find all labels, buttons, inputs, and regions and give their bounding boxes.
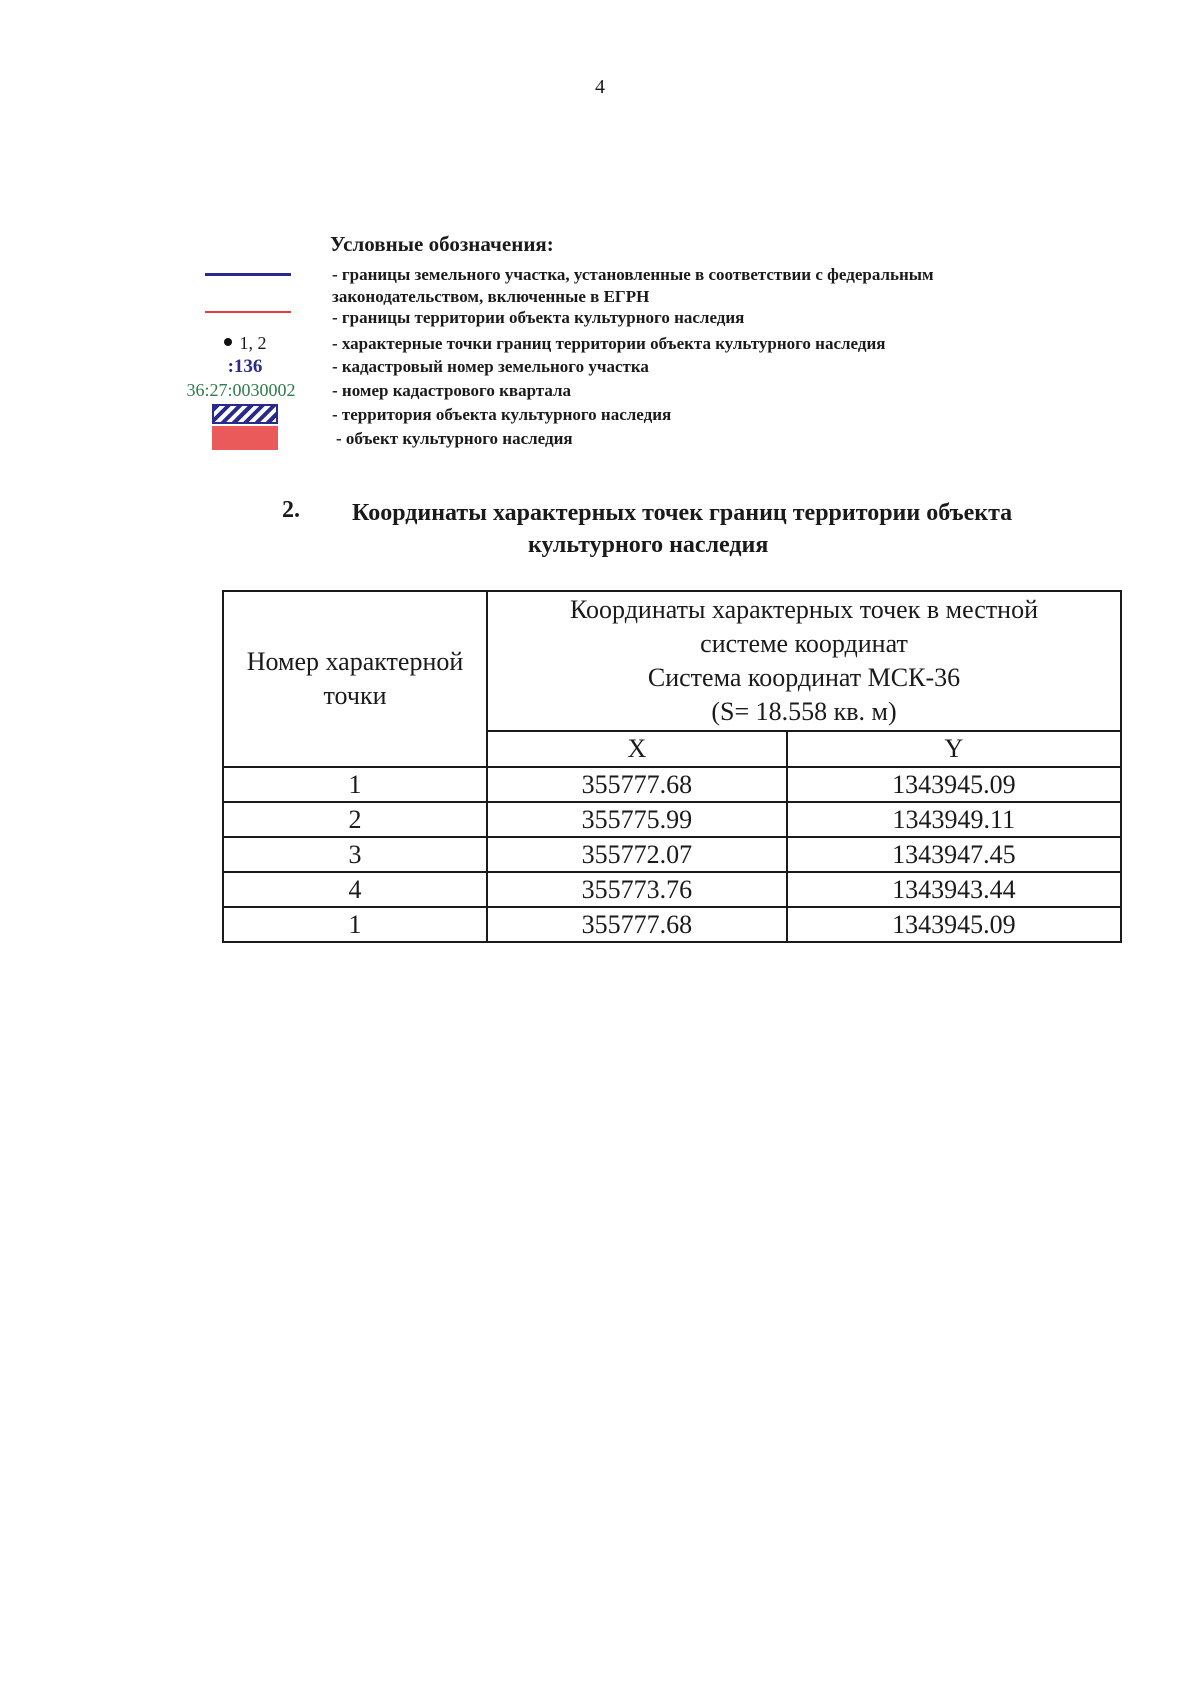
header-point-number: Номер характерной точки bbox=[223, 591, 487, 767]
legend-item-text: - номер кадастрового квартала bbox=[332, 381, 572, 400]
header-coordinates: Координаты характерных точек в местной системе координат Система координат МСК-36 (S= 18.558 кв. м) bbox=[487, 591, 1121, 731]
page-number: 4 bbox=[595, 76, 605, 98]
points-symbol: 1, 2 bbox=[180, 333, 310, 354]
legend-item-text: - территория объекта культурного наследия bbox=[332, 405, 672, 424]
table-row: 4 355773.76 1343943.44 bbox=[223, 872, 1121, 907]
table-row: 2 355775.99 1343949.11 bbox=[223, 802, 1121, 837]
red-fill-symbol bbox=[212, 426, 278, 450]
legend-item-text: - границы земельного участка, установленные в соответствии с федеральным законодательством, включенные в ЕГРН bbox=[332, 265, 934, 306]
section-title: Координаты характерных точек границ территории объекта культурного наследия bbox=[352, 500, 1013, 558]
cadastral-number-symbol: :136 bbox=[227, 356, 263, 377]
section-number: 2. bbox=[282, 497, 300, 523]
coordinates-table bbox=[222, 590, 1122, 943]
table-row: 3 355772.07 1343947.45 bbox=[223, 837, 1121, 872]
red-line-symbol bbox=[205, 311, 291, 313]
blue-line-symbol bbox=[205, 273, 291, 276]
legend-item-text: - характерные точки границ территории объекта культурного наследия bbox=[332, 334, 886, 353]
hatch-symbol bbox=[212, 404, 278, 424]
header-x: X bbox=[487, 731, 787, 767]
point-dot-icon bbox=[224, 338, 232, 346]
header-y: Y bbox=[787, 731, 1121, 767]
table-row: 1 355777.68 1343945.09 bbox=[223, 767, 1121, 802]
legend-item-text: - кадастровый номер земельного участка bbox=[332, 357, 649, 376]
table-row: 1 355777.68 1343945.09 bbox=[223, 907, 1121, 942]
legend-item-text: - границы территории объекта культурного наследия bbox=[332, 308, 745, 327]
legend-item-text: - объект культурного наследия bbox=[336, 429, 573, 448]
legend-title: Условные обозначения: bbox=[330, 232, 554, 256]
quarter-number-symbol: 36:27:0030002 bbox=[186, 380, 296, 400]
